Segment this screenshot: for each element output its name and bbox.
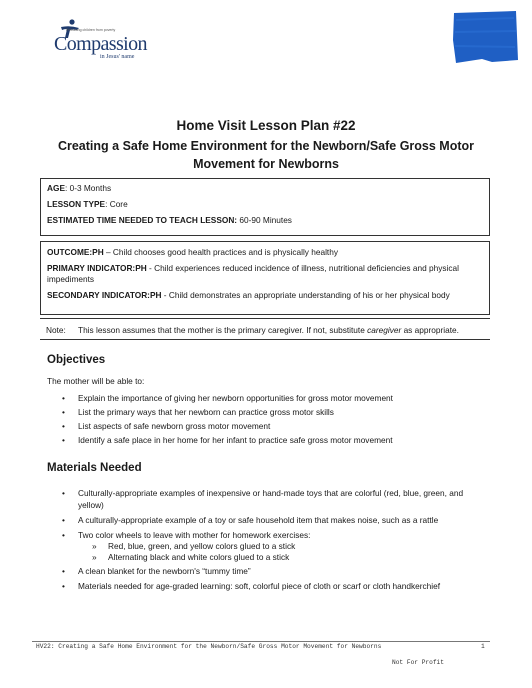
brush-stroke-graphic	[452, 10, 519, 64]
list-item	[62, 530, 482, 563]
outcomes-box	[40, 241, 490, 315]
list-item: • A clean blanket for the newborn's “tummy time”	[62, 566, 482, 577]
subtitle-line-2: Movement for Newborns	[193, 157, 339, 171]
logo-subline: in Jesus' name	[100, 54, 135, 60]
time-value: 60-90 Minutes	[237, 215, 292, 225]
note-text: This lesson assumes that the mother is the primary caregiver. If not, substitute	[78, 325, 368, 335]
list-item	[62, 515, 482, 526]
objectives-heading: Objectives	[47, 354, 106, 366]
footer-divider	[32, 641, 490, 642]
lesson-type-label: LESSON TYPE	[47, 199, 106, 209]
primary-indicator-row	[47, 263, 483, 285]
list-item: • Materials needed for age-graded learning: soft, colorful piece of cloth or scarf or cloth handkerchief	[62, 581, 482, 592]
list-item: • List the primary ways that her newborn can practice gross motor skills	[62, 407, 482, 418]
note-text-end: as appropriate.	[401, 325, 459, 335]
footer-page-number: 1	[481, 643, 485, 650]
list-item: • Culturally-appropriate examples of inexpensive or hand-made toys that are colorful (red, blue, green, and yellow)	[62, 487, 482, 511]
logo-tagline: Releasing children from poverty	[66, 28, 116, 32]
note-bar	[40, 318, 490, 340]
footer-title: HV22: Creating a Safe Home Environment for the Newborn/Safe Gross Motor Movement for Newborns	[36, 643, 382, 650]
outcome-value: – Child chooses good health practices and is physically healthy	[103, 247, 338, 257]
secondary-indicator-label: SECONDARY INDICATOR:PH	[47, 290, 162, 300]
list-item: • Identify a safe place in her home for her infant to practice safe gross motor movement	[62, 435, 482, 446]
objectives-intro: The mother will be able to:	[47, 376, 145, 386]
outcome-label: OUTCOME:PH	[47, 247, 104, 257]
primary-indicator-label: PRIMARY INDICATOR:PH	[47, 263, 147, 273]
logo-wordmark: Compassion	[54, 33, 147, 55]
materials-heading: Materials Needed	[47, 462, 142, 474]
secondary-indicator-value: - Child demonstrates an appropriate understanding of his or her physical body	[161, 290, 450, 300]
lesson-type-value: : Core	[105, 199, 128, 209]
time-row	[47, 215, 483, 231]
age-label: AGE	[47, 183, 65, 193]
lesson-type-row	[47, 199, 483, 215]
time-label: ESTIMATED TIME NEEDED TO TEACH LESSON:	[47, 215, 238, 225]
list-item-text: Two color wheels to leave with mother for homework exercises:	[78, 530, 311, 540]
page-title: Home Visit Lesson Plan #22	[176, 118, 356, 133]
list-item-text: A culturally-appropriate example of a toy or safe household item that makes noise, such as a rattle	[78, 515, 439, 525]
objectives-list	[62, 393, 482, 446]
lesson-info-box	[40, 178, 490, 236]
primary-indicator-value: - Child experiences reduced incidence of illness, nutritional deficiencies and physical impediments	[47, 263, 459, 284]
color-wheel-sublist	[78, 541, 482, 563]
sub-list-item: » Red, blue, green, and yellow colors glued to a stick	[92, 541, 482, 552]
list-item: • Explain the importance of giving her newborn opportunities for gross motor movement	[62, 393, 482, 404]
list-item: • List aspects of safe newborn gross motor movement	[62, 421, 482, 432]
subtitle-line-1: Creating a Safe Home Environment for the Newborn/Safe Gross Motor	[57, 139, 475, 153]
footer-notice: Not For Profit	[392, 659, 444, 666]
outcome-row	[47, 247, 483, 258]
note-italic: caregiver	[367, 325, 402, 335]
materials-list	[62, 487, 482, 592]
note-label: Note:	[46, 325, 66, 335]
sub-list-item: » Alternating black and white colors glued to a stick	[92, 552, 482, 563]
secondary-indicator-row	[47, 290, 483, 301]
page-subtitle	[0, 137, 532, 173]
age-row	[47, 183, 483, 199]
age-value: : 0-3 Months	[64, 183, 112, 193]
